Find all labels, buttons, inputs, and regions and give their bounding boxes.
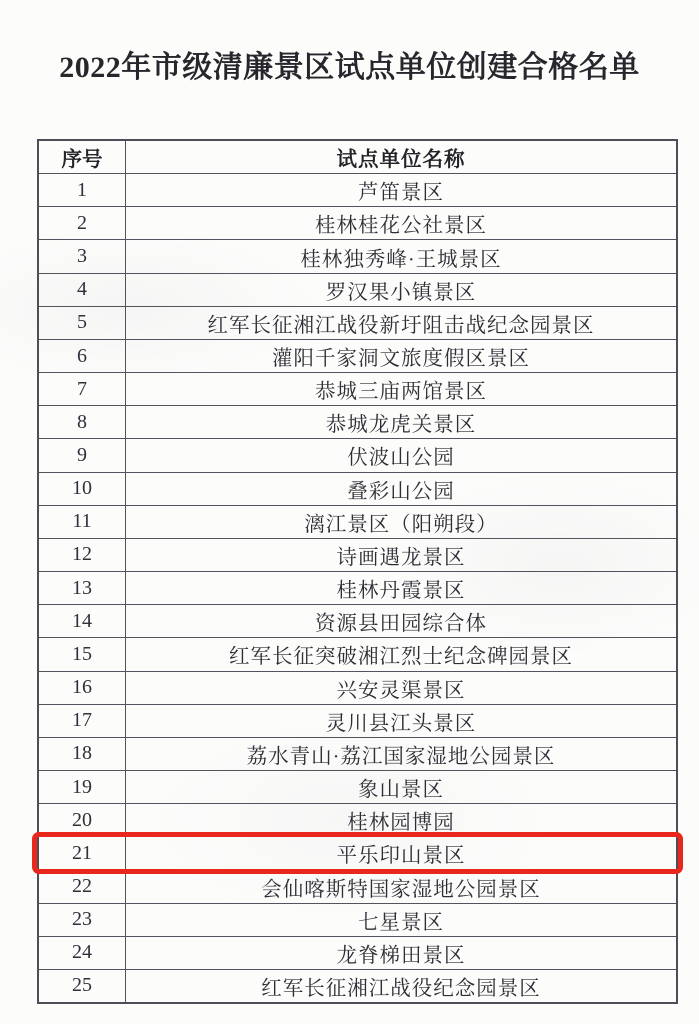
row-unit-name-cell: 桂林园博园: [347, 812, 455, 835]
row-unit-name-cell: 桂林独秀峰·王城景区: [300, 248, 502, 271]
table-row: [39, 506, 676, 539]
row-unit-name-cell: 会仙喀斯特国家湿地公园景区: [261, 878, 541, 901]
table-row: [39, 439, 676, 472]
table-row: [39, 473, 676, 506]
table-row: [39, 207, 676, 240]
row-index-cell: 3: [39, 240, 126, 272]
row-index-cell: 17: [39, 705, 126, 737]
row-unit-name-cell: 红军长征湘江战役新圩阻击战纪念园景区: [207, 314, 595, 337]
row-index-cell: 12: [39, 539, 126, 571]
table-row: [39, 340, 676, 373]
row-unit-name-cell: 象山景区: [358, 779, 444, 802]
table-header-row: [39, 141, 676, 174]
row-index-cell: 18: [39, 738, 126, 770]
row-unit-name-cell: 罗汉果小镇景区: [325, 281, 477, 304]
row-unit-name-cell: 芦笛景区: [358, 182, 444, 205]
row-index-cell: 16: [39, 672, 126, 704]
row-index-cell: 10: [39, 473, 126, 505]
row-index-cell: 19: [39, 771, 126, 803]
table-row: [39, 771, 676, 804]
row-unit-name-cell: 诗画遇龙景区: [336, 546, 466, 569]
row-index-cell: 8: [39, 406, 126, 438]
row-index-cell: 2: [39, 207, 126, 239]
row-index-cell: 20: [39, 804, 126, 836]
table-row: [39, 804, 676, 837]
row-index-cell: 22: [39, 870, 126, 902]
row-unit-name-cell: 叠彩山公园: [347, 480, 455, 503]
table-row: [39, 638, 676, 671]
row-index-cell: 14: [39, 605, 126, 637]
row-unit-name-cell: 红军长征湘江战役纪念园景区: [261, 977, 541, 1000]
row-unit-name-cell: 七星景区: [358, 911, 444, 934]
row-unit-name-cell: 伏波山公园: [347, 447, 455, 470]
table-row: [39, 274, 676, 307]
row-index-cell: 23: [39, 904, 126, 936]
table-row: [39, 672, 676, 705]
row-unit-name-cell: 红军长征突破湘江烈士纪念碑园景区: [229, 646, 573, 669]
row-unit-name-cell: 桂林丹霞景区: [336, 580, 466, 603]
page-title: 2022年市级清廉景区试点单位创建合格名单: [59, 51, 640, 84]
table-row: [39, 970, 676, 1002]
table-row: [39, 373, 676, 406]
row-index-cell: 11: [39, 506, 126, 538]
row-index-cell: 13: [39, 572, 126, 604]
table-row: [39, 904, 676, 937]
row-index-cell: 21: [39, 837, 126, 869]
table-row: [39, 837, 676, 870]
row-index-cell: 5: [39, 307, 126, 339]
table-row: [39, 240, 676, 273]
row-unit-name-cell: 漓江景区（阳朔段）: [304, 513, 498, 536]
row-unit-name-cell: 兴安灵渠景区: [336, 679, 466, 702]
row-index-cell: 9: [39, 439, 126, 471]
table-row: [39, 406, 676, 439]
table-row: [39, 174, 676, 207]
table-row: [39, 937, 676, 970]
row-unit-name-cell: 资源县田园综合体: [315, 613, 487, 636]
row-unit-name-cell: 龙脊梯田景区: [336, 944, 466, 967]
row-unit-name-cell: 灌阳千家洞文旅度假区景区: [272, 348, 530, 371]
row-index-cell: 7: [39, 373, 126, 405]
row-index-cell: 25: [39, 970, 126, 1002]
column-header-unit-name: 试点单位名称: [336, 149, 466, 172]
qualified-units-table: [37, 139, 678, 1004]
row-index-cell: 4: [39, 274, 126, 306]
row-unit-name-cell: 桂林桂花公社景区: [315, 215, 487, 238]
table-row: [39, 539, 676, 572]
row-unit-name-cell: 平乐印山景区: [336, 845, 466, 868]
table-row: [39, 307, 676, 340]
row-unit-name-cell: 恭城龙虎关景区: [325, 414, 477, 437]
row-index-cell: 6: [39, 340, 126, 372]
table-row: [39, 605, 676, 638]
table-row: [39, 870, 676, 903]
row-index-cell: 24: [39, 937, 126, 969]
row-unit-name-cell: 荔水青山·荔江国家湿地公园景区: [246, 745, 556, 768]
table-row: [39, 738, 676, 771]
table-row: [39, 705, 676, 738]
row-index-cell: 1: [39, 174, 126, 206]
row-index-cell: 15: [39, 638, 126, 670]
table-row: [39, 572, 676, 605]
column-header-index: 序号: [39, 141, 126, 173]
row-unit-name-cell: 灵川县江头景区: [325, 712, 477, 735]
row-unit-name-cell: 恭城三庙两馆景区: [315, 381, 487, 404]
